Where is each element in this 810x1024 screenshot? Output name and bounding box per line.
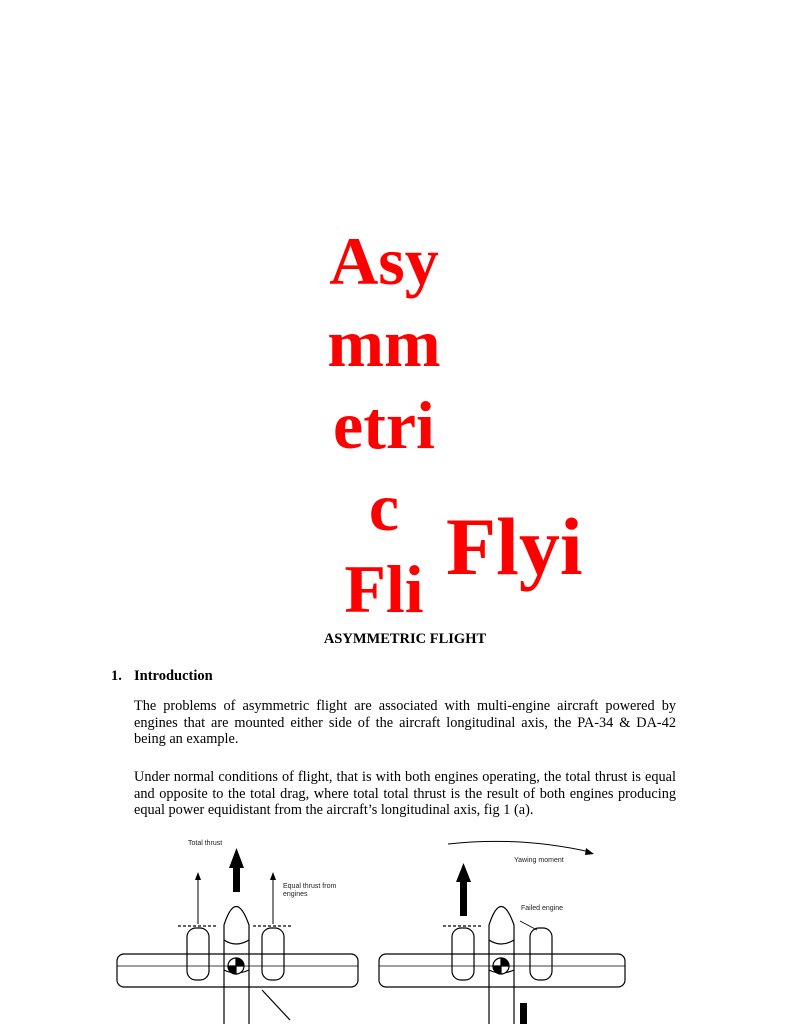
cover-title-line: mm (327, 305, 441, 381)
cover-title-line: Asy (329, 223, 439, 299)
paragraph: Under normal conditions of flight, that is with both engines operating, the total thrust is equal and opposite to the total drag, where total total thrust is the result of both engines producing equal power equidistant from the aircraft’s longitudinal axis, fig 1 (a). (134, 769, 676, 818)
cover-title-line: c (368, 469, 400, 545)
live-engine-thrust-arrow (456, 863, 471, 916)
label-equal-thrust: Equal thrust from engines (283, 883, 337, 898)
total-thrust-arrow (229, 848, 244, 892)
section-heading (111, 668, 213, 685)
aircraft-thrust-figure (0, 830, 768, 1024)
cover-title-overflow: Flyi (446, 501, 583, 592)
section-number: 1. (111, 668, 122, 684)
cover-title (322, 220, 446, 627)
cover-title-line: Fli (344, 551, 424, 627)
aircraft-normal-diagram (117, 907, 358, 1024)
label-failed-engine: Failed engine (521, 905, 564, 912)
paragraph: The problems of asymmetric flight are associated with multi-engine aircraft powered by engines that are mounted either side of the aircraft longitudinal axis, the PA-34 & DA-42 being an example. (134, 698, 676, 747)
label-yawing-moment: Yawing moment (514, 857, 564, 864)
drag-arrow (520, 1003, 527, 1024)
section-title: Introduction (134, 668, 213, 684)
cover-title-line: etri (333, 387, 435, 463)
yawing-moment-arrow (448, 841, 594, 855)
label-total-thrust: Total thrust (188, 840, 223, 847)
document-heading: ASYMMETRIC FLIGHT (323, 631, 487, 647)
aircraft-failed-engine-diagram (379, 907, 625, 1024)
